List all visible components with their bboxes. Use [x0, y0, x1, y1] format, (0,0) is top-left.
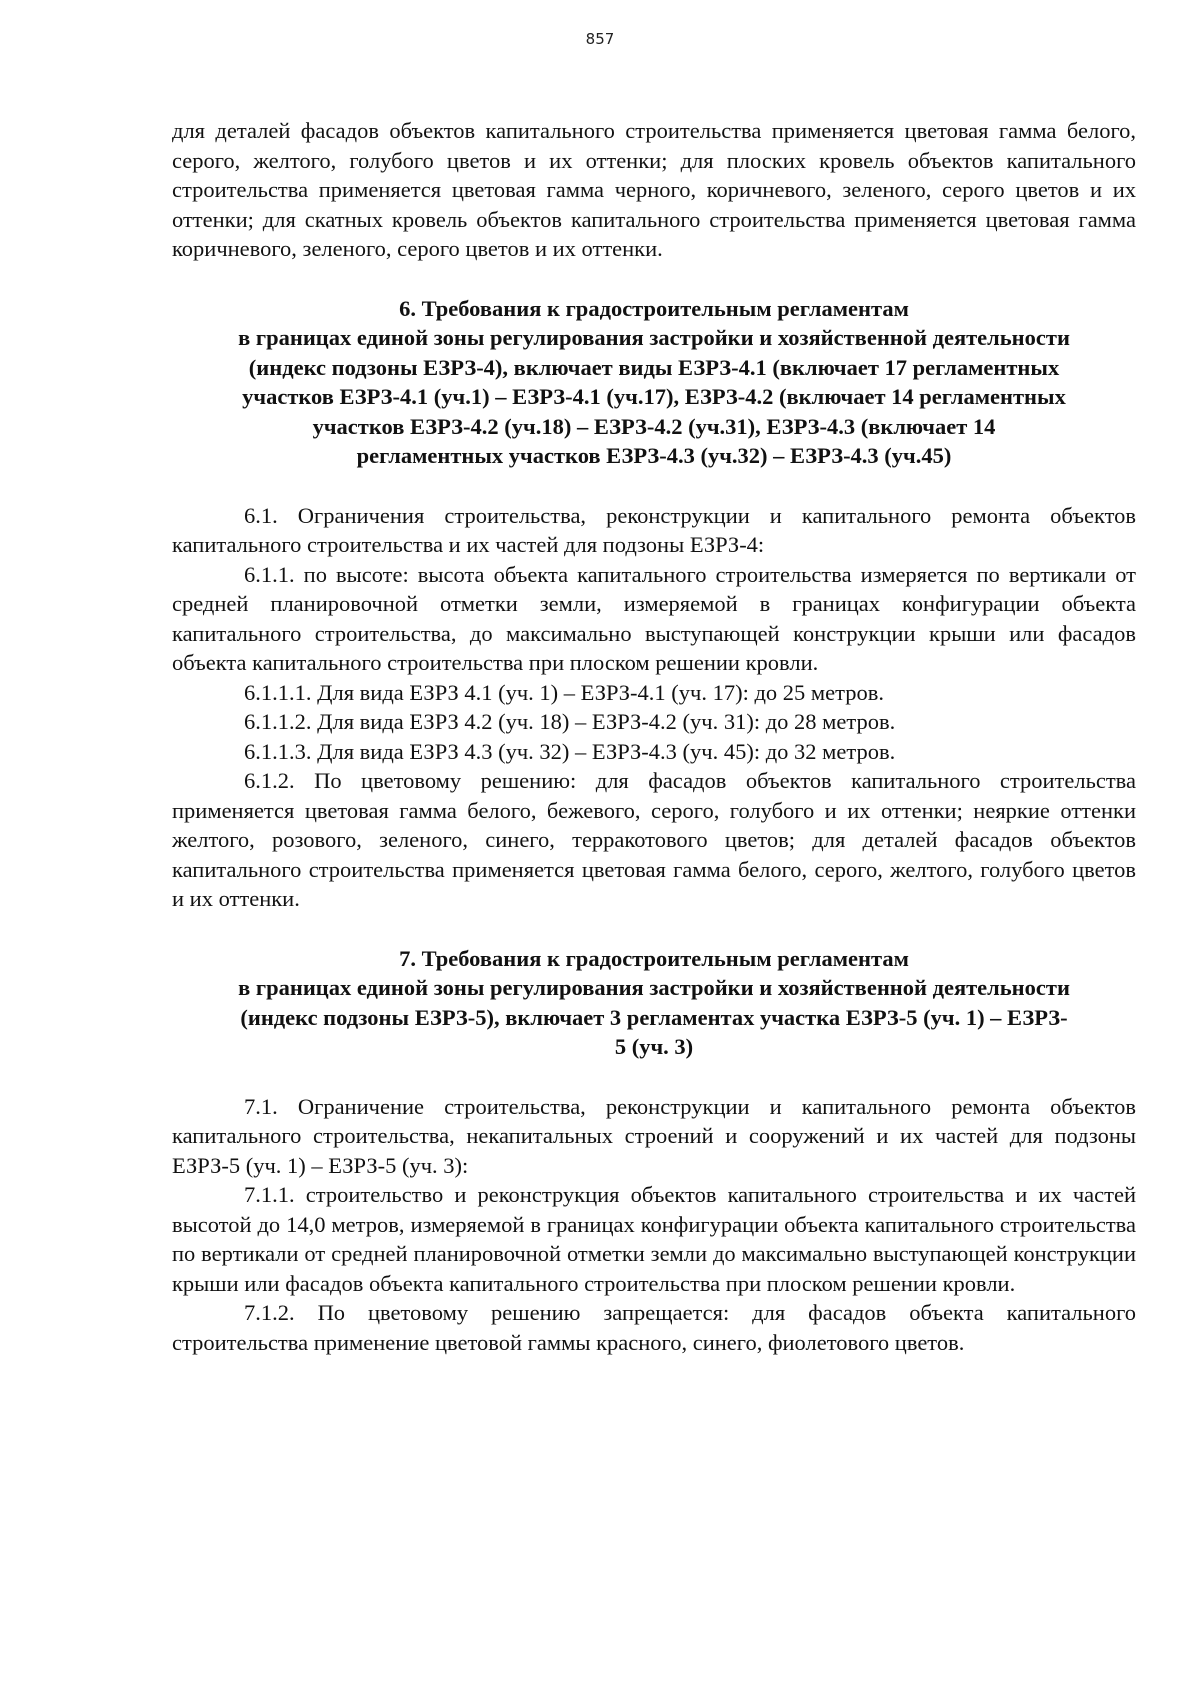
paragraph-6-1-1: 6.1.1. по высоте: высота объекта капитального строительства измеряется по вертикали от средней планировочной отметки земли, измеряемой в границах конфигурации объекта капитального строительства, до максимально выступающей конструкции крыши или фасадов объекта капитального строительства при плоском решении кровли.: [172, 561, 1136, 675]
paragraph-7-1-1: 7.1.1. строительство и реконструкция объектов капитального строительства и их частей высотой до 14,0 метров, измеряемой в границах конфигурации объекта капитального строительства по вертикали от средней планировочной отметки земли до максимально выступающей конструкции крыши или фасадов объекта капитального строительства при плоском решении кровли.: [172, 1182, 1136, 1296]
paragraph-6-1-1-3: 6.1.1.3. Для вида ЕЗРЗ 4.3 (уч. 32) – ЕЗРЗ-4.3 (уч. 45): до 32 метров.: [244, 738, 896, 764]
heading-line: 7. Требования к градостроительным регламентам: [399, 945, 909, 971]
heading-line: (индекс подзоны ЕЗРЗ-5), включает 3 регламентах участка ЕЗРЗ-5 (уч. 1) – ЕЗРЗ-: [240, 1004, 1068, 1030]
heading-line: регламентных участков ЕЗРЗ-4.3 (уч.32) – ЕЗРЗ-4.3 (уч.45): [356, 443, 952, 468]
heading-line: участков ЕЗРЗ-4.2 (уч.18) – ЕЗРЗ-4.2 (уч.31), ЕЗРЗ-4.3 (включает 14: [312, 413, 996, 439]
paragraph-6-1-2: 6.1.2. По цветовому решению: для фасадов объектов капитального строительства применяется цветовая гамма белого, бежевого, серого, голубого и их оттенки; неяркие оттенки желтого, розового, зеленого, синего, терракотового цветов; для деталей фасадов объектов капитального строительства применяется цветовая гамма белого, серого, желтого, голубого цветов и их оттенки.: [172, 768, 1136, 911]
paragraph-6-1-1-2: 6.1.1.2. Для вида ЕЗРЗ 4.2 (уч. 18) – ЕЗРЗ-4.2 (уч. 31): до 28 метров.: [244, 709, 896, 734]
section-6-body: [172, 501, 1136, 914]
intro-paragraph: для деталей фасадов объектов капитального строительства применяется цветовая гамма белого, серого, желтого, голубого цветов и их оттенки; для плоских кровель объектов капитального строительства применяется цветовая гамма черного, коричневого, зеленого, серого цветов и их оттенки; для скатных кровель объектов капитального строительства применяется цветовая гамма коричневого, зеленого, серого цветов и их оттенки.: [172, 118, 1136, 261]
section-6-heading: [172, 294, 1136, 471]
page-number: 857: [585, 30, 615, 48]
paragraph-6-1-1-1: 6.1.1.1. Для вида ЕЗРЗ 4.1 (уч. 1) – ЕЗРЗ-4.1 (уч. 17): до 25 метров.: [244, 679, 884, 705]
heading-line: участков ЕЗРЗ-4.1 (уч.1) – ЕЗРЗ-4.1 (уч.17), ЕЗРЗ-4.2 (включает 14 регламентных: [242, 384, 1066, 409]
heading-line: (индекс подзоны ЕЗРЗ-4), включает виды ЕЗРЗ-4.1 (включает 17 регламентных: [248, 354, 1060, 380]
section-7-body: [172, 1092, 1136, 1358]
paragraph-7-1: 7.1. Ограничение строительства, реконструкции и капитального ремонта объектов капитального строительства, некапитальных строений и сооружений и их частей для подзоны ЕЗРЗ-5 (уч. 1) – ЕЗРЗ-5 (уч. 3):: [172, 1093, 1136, 1178]
heading-line: в границах единой зоны регулирования застройки и хозяйственной деятельности: [238, 325, 1070, 350]
document-body: [172, 116, 1136, 1357]
heading-line: 5 (уч. 3): [614, 1034, 694, 1059]
heading-line: 6. Требования к градостроительным регламентам: [399, 295, 909, 321]
section-7-heading: [172, 944, 1136, 1062]
heading-line: в границах единой зоны регулирования застройки и хозяйственной деятельности: [238, 975, 1070, 1000]
paragraph-7-1-2: 7.1.2. По цветовому решению запрещается: для фасадов объекта капитального строительства применение цветовой гаммы красного, синего, фиолетового цветов.: [172, 1300, 1136, 1355]
paragraph-6-1: 6.1. Ограничения строительства, реконструкции и капитального ремонта объектов капитального строительства и их частей для подзоны ЕЗРЗ-4:: [172, 502, 1136, 557]
